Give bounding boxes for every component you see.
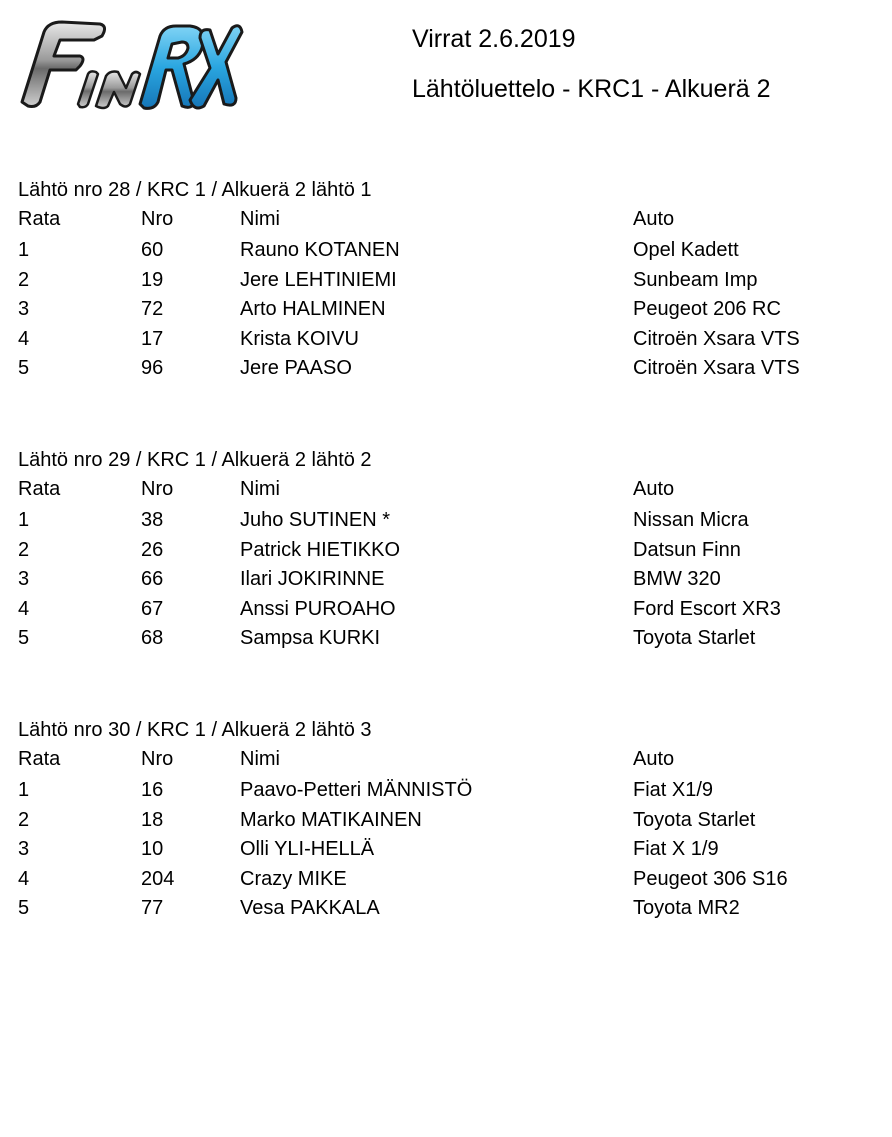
column-header-rata: Rata [18, 748, 61, 770]
rata-cell: 4 [18, 867, 30, 890]
table-row [18, 266, 878, 296]
column-header-nro: Nro [141, 208, 174, 230]
table-row [18, 325, 878, 355]
column-header-rata: Rata [18, 478, 61, 500]
heat-title: Lähtö nro 28 / KRC 1 / Alkuerä 2 lähtö 1 [18, 179, 372, 201]
nimi-cell: Olli YLI-HELLÄ [240, 838, 375, 861]
auto-cell: Toyota Starlet [633, 627, 756, 650]
table-row [18, 776, 878, 806]
nimi-cell: Arto HALMINEN [240, 298, 386, 321]
rata-cell: 3 [18, 298, 30, 321]
nro-cell: 67 [141, 597, 164, 620]
nro-cell: 72 [141, 298, 164, 321]
nimi-cell: Marko MATIKAINEN [240, 808, 422, 831]
column-header-nimi: Nimi [240, 478, 280, 500]
rata-cell: 1 [18, 779, 30, 801]
rata-cell: 1 [18, 509, 30, 531]
table-row [18, 624, 878, 654]
column-header-row [18, 202, 878, 236]
heat-title: Lähtö nro 29 / KRC 1 / Alkuerä 2 lähtö 2 [18, 449, 372, 471]
rata-cell: 3 [18, 568, 30, 591]
nimi-cell: Patrick HIETIKKO [240, 538, 401, 561]
heat-section [18, 178, 878, 384]
nro-cell: 66 [141, 568, 164, 591]
auto-cell: Opel Kadett [633, 239, 739, 261]
auto-cell: Citroën Xsara VTS [633, 327, 800, 350]
table-row [18, 354, 878, 384]
nimi-cell: Jere PAASO [240, 357, 352, 380]
table-row [18, 835, 878, 865]
table-row [18, 565, 878, 595]
rata-cell: 2 [18, 538, 30, 561]
rata-cell: 1 [18, 239, 30, 261]
column-header-rata: Rata [18, 208, 61, 230]
nimi-cell: Krista KOIVU [240, 327, 359, 350]
nimi-cell: Crazy MIKE [240, 867, 347, 890]
column-header-row [18, 742, 878, 776]
event-date: Virrat 2.6.2019 [412, 25, 576, 53]
auto-cell: Ford Escort XR3 [633, 597, 781, 620]
column-header-nimi: Nimi [240, 748, 280, 770]
auto-cell: Peugeot 206 RC [633, 298, 781, 321]
nro-cell: 38 [141, 509, 164, 531]
nimi-cell: Anssi PUROAHO [240, 597, 396, 620]
nimi-cell: Sampsa KURKI [240, 627, 381, 650]
heat-title: Lähtö nro 30 / KRC 1 / Alkuerä 2 lähtö 3 [18, 719, 372, 741]
nro-cell: 19 [141, 268, 164, 291]
nro-cell: 68 [141, 627, 164, 650]
rata-cell: 4 [18, 597, 30, 620]
nro-cell: 96 [141, 357, 164, 380]
table-row [18, 506, 878, 536]
rata-cell: 5 [18, 357, 30, 380]
auto-cell: Citroën Xsara VTS [633, 357, 800, 380]
table-row [18, 806, 878, 836]
nimi-cell: Jere LEHTINIEMI [240, 268, 397, 291]
heat-section [18, 448, 878, 654]
nro-cell: 26 [141, 538, 164, 561]
document-title: Lähtöluettelo - KRC1 - Alkuerä 2 [412, 75, 771, 103]
table-row [18, 894, 878, 924]
nimi-cell: Vesa PAKKALA [240, 897, 380, 920]
auto-cell: Toyota Starlet [633, 808, 756, 831]
heat-section [18, 718, 878, 924]
nro-cell: 16 [141, 779, 164, 801]
nro-cell: 17 [141, 327, 164, 350]
table-row [18, 295, 878, 325]
nimi-cell: Rauno KOTANEN [240, 239, 400, 261]
finrx-logo [14, 14, 246, 114]
rata-cell: 5 [18, 897, 30, 920]
auto-cell: Nissan Micra [633, 509, 749, 531]
nro-cell: 60 [141, 239, 164, 261]
auto-cell: Fiat X 1/9 [633, 838, 719, 861]
column-header-nro: Nro [141, 478, 174, 500]
column-header-nimi: Nimi [240, 208, 280, 230]
table-row [18, 236, 878, 266]
column-header-auto: Auto [633, 748, 675, 770]
table-row [18, 536, 878, 566]
column-header-nro: Nro [141, 748, 174, 770]
auto-cell: Fiat X1/9 [633, 779, 714, 801]
nro-cell: 18 [141, 808, 164, 831]
nro-cell: 10 [141, 838, 164, 861]
rata-cell: 5 [18, 627, 30, 650]
nimi-cell: Ilari JOKIRINNE [240, 568, 385, 591]
auto-cell: Peugeot 306 S16 [633, 867, 788, 890]
auto-cell: Datsun Finn [633, 538, 741, 561]
column-header-auto: Auto [633, 478, 675, 500]
rata-cell: 3 [18, 838, 30, 861]
nro-cell: 204 [141, 867, 175, 890]
auto-cell: Sunbeam Imp [633, 268, 758, 291]
column-header-row [18, 472, 878, 506]
column-header-auto: Auto [633, 208, 675, 230]
nimi-cell: Paavo-Petteri MÄNNISTÖ [240, 779, 473, 801]
rata-cell: 2 [18, 268, 30, 291]
nimi-cell: Juho SUTINEN * [240, 509, 391, 531]
auto-cell: BMW 320 [633, 568, 721, 591]
table-row [18, 595, 878, 625]
nro-cell: 77 [141, 897, 164, 920]
rata-cell: 2 [18, 808, 30, 831]
table-row [18, 865, 878, 895]
auto-cell: Toyota MR2 [633, 897, 740, 920]
rata-cell: 4 [18, 327, 30, 350]
